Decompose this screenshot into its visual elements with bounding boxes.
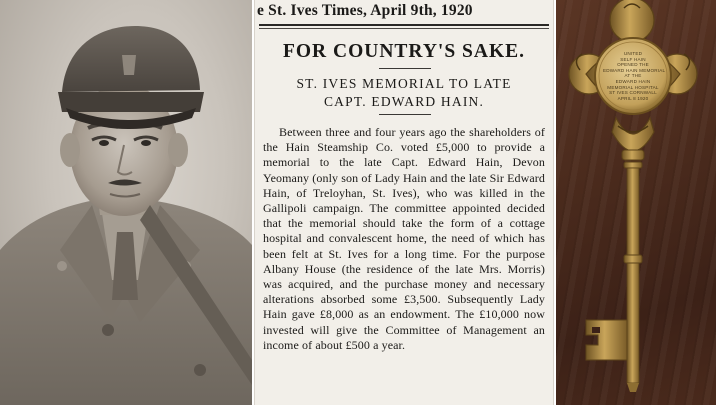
- subhead-divider: [379, 114, 431, 115]
- article-headline: FOR COUNTRY'S SAKE.: [282, 41, 526, 62]
- engraving-line: MEMORIAL HOSPITAL: [607, 84, 659, 90]
- engraving-line: APRIL 8 1920: [617, 95, 649, 101]
- article-body: Between three and four years ago the shareholders of the Hain Steamship Co. voted £5,000 to provide a memorial to the late Capt. Edward Hain, Devon Yeomany (only son of Lady Hain and the late Sir Edward Hain, of Treloyhan, St. Ives), who was killed in the Gallipoli campaign. The committee appointed decided that the memorial should take the form of a cottage hospital and convalescent home, the need of which has been felt at St. Ives for a long time. For the purpose Albany House (the residence of the late Mrs. Morris) was acquired, and the purchase money and necessary alterations absorbed some £3,500. Subsequently Lady Hain gave £8,000 as an endowment. The £10,000 now invested will give the Committee of Management an income of about £500 a year.: [263, 125, 545, 352]
- engraving-line: OPENED THE: [617, 62, 649, 68]
- key-engraving: [603, 51, 666, 101]
- engraving-line: UNITED: [623, 51, 643, 56]
- engraving-line: AT THE: [624, 73, 642, 79]
- article-subhead-line1: ST. IVES MEMORIAL TO LATE: [296, 76, 512, 91]
- masthead-rule: [259, 24, 549, 26]
- headline-divider: [379, 68, 431, 69]
- portrait-photo: [0, 0, 252, 405]
- article-subhead-line2: CAPT. EDWARD HAIN.: [323, 94, 485, 109]
- engraving-line: EDWARD HAIN MEMORIAL: [603, 67, 666, 73]
- newspaper-clipping: [254, 0, 554, 405]
- masthead-rule-thin: [259, 28, 549, 29]
- key-photo: [556, 0, 716, 405]
- engraving-line: EDWARD HAIN: [615, 78, 651, 84]
- engraving-line: ST IVES CORNWALL: [609, 90, 657, 96]
- newspaper-masthead: e St. Ives Times, April 9th, 1920: [257, 2, 473, 19]
- officer-portrait-image: [0, 0, 252, 405]
- engraving-line: SELF HAIN: [620, 56, 646, 62]
